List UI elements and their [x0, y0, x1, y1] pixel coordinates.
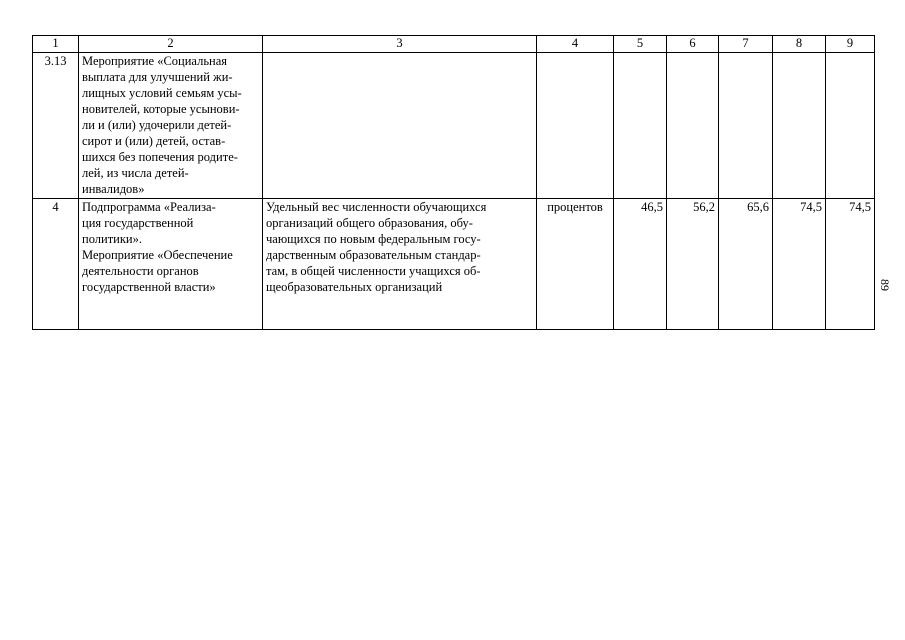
- row-value-7: 65,6: [719, 199, 773, 330]
- indicators-table: [32, 35, 875, 330]
- header-col-8: 8: [773, 36, 826, 53]
- row-value-9: [826, 53, 875, 199]
- row-activity-name: Подпрограмма «Реализа- ция государственной политики». Мероприятие «Обеспечение деятельности органов государственной власти»: [79, 199, 263, 330]
- row-value-9: 74,5: [826, 199, 875, 330]
- row-value-5: [614, 53, 667, 199]
- row-value-5: 46,5: [614, 199, 667, 330]
- row-value-6: [667, 53, 719, 199]
- row-value-8: [773, 53, 826, 199]
- header-col-1: 1: [33, 36, 79, 53]
- row-unit: процентов: [537, 199, 614, 330]
- row-value-7: [719, 53, 773, 199]
- row-value-6: 56,2: [667, 199, 719, 330]
- row-number: 3.13: [33, 53, 79, 199]
- row-number: 4: [33, 199, 79, 330]
- header-col-3: 3: [263, 36, 537, 53]
- page-number: 89: [878, 279, 892, 291]
- header-row: [33, 36, 875, 53]
- row-indicator: [263, 53, 537, 199]
- table-row: [33, 199, 875, 330]
- row-activity-name: Мероприятие «Социальная выплата для улучшений жи- лищных условий семьям усы- новителей, которые усынови- ли и (или) удочерили детей- сирот и (или) детей, остав- шихся без попечения родите- лей, из числа детей- инвалидов»: [79, 53, 263, 199]
- table-row: [33, 53, 875, 199]
- row-value-8: 74,5: [773, 199, 826, 330]
- header-col-6: 6: [667, 36, 719, 53]
- header-col-5: 5: [614, 36, 667, 53]
- row-indicator: Удельный вес численности обучающихся организаций общего образования, обу- чающихся по новым федеральным госу- дарственным образовательным стандар- там, в общей численности учащихся об- щеобразовательных организаций: [263, 199, 537, 330]
- header-col-9: 9: [826, 36, 875, 53]
- header-col-7: 7: [719, 36, 773, 53]
- header-col-4: 4: [537, 36, 614, 53]
- header-col-2: 2: [79, 36, 263, 53]
- row-unit: [537, 53, 614, 199]
